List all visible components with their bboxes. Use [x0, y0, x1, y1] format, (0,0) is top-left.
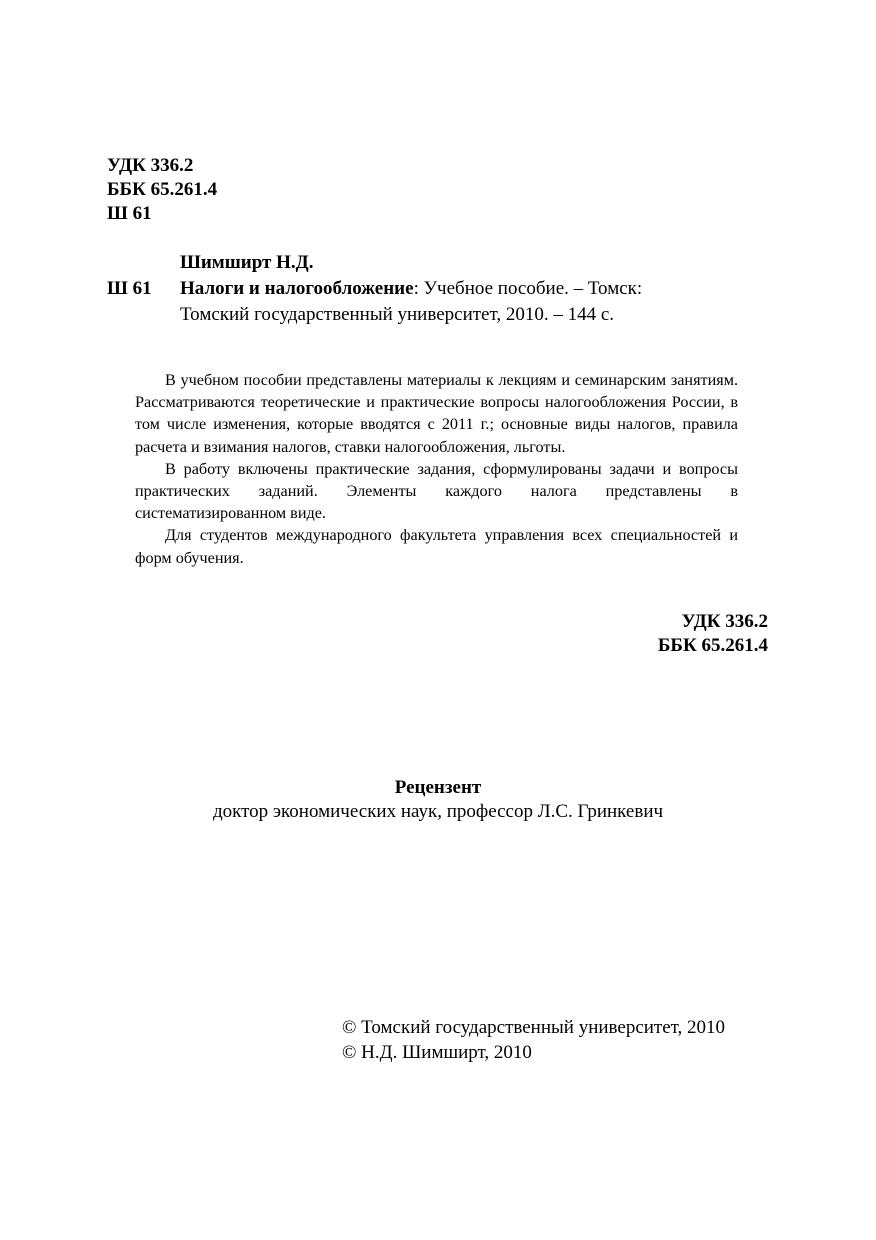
reviewer-block	[0, 776, 876, 824]
biblio-publisher-line: Томский государственный университет, 2010. – 144 с.	[180, 304, 615, 325]
classification-codes-top	[107, 154, 217, 226]
biblio-title: Налоги и налогообложение	[180, 278, 414, 299]
bbk-code-right: ББК 65.261.4	[657, 635, 768, 656]
biblio-author: Шимширт Н.Д.	[180, 252, 314, 273]
udk-code-right: УДК 336.2	[681, 611, 768, 632]
copyright-block	[342, 1015, 725, 1065]
reviewer-name: доктор экономических наук, профессор Л.С. Гринкевич	[212, 801, 664, 822]
bbk-code: ББК 65.261.4	[107, 179, 218, 200]
biblio-author-mark: Ш 61	[107, 278, 152, 299]
biblio-title-line	[180, 276, 642, 302]
annotation-paragraph: Для студентов международного факультета управления всех специальностей и форм обучения.	[135, 526, 738, 567]
copyright-line: © Томский государственный университет, 2010	[342, 1017, 726, 1038]
biblio-title-row	[107, 276, 727, 302]
annotation-paragraph: В работу включены практические задания, сформулированы задачи и вопросы практических заданий. Элементы каждого налога представлены в систематизированном виде.	[135, 459, 738, 523]
author-mark: Ш 61	[107, 203, 152, 224]
biblio-title-rest: : Учебное пособие. – Томск:	[413, 278, 643, 299]
classification-codes-right	[658, 610, 768, 658]
copyright-line: © Н.Д. Шимширт, 2010	[342, 1042, 532, 1063]
annotation-paragraph: В учебном пособии представлены материалы к лекциям и семинарским занятиям. Рассматриваются теоретические и практические вопросы налогообложения России, в том числе изменения, которые вводятся с 2011 г.; основные виды налогов, правила расчета и взимания налогов, ставки налогообложения, льготы.	[135, 371, 738, 456]
reviewer-title: Рецензент	[394, 777, 482, 798]
bibliographic-record	[107, 250, 727, 328]
annotation	[135, 369, 738, 569]
udk-code: УДК 336.2	[107, 155, 194, 176]
